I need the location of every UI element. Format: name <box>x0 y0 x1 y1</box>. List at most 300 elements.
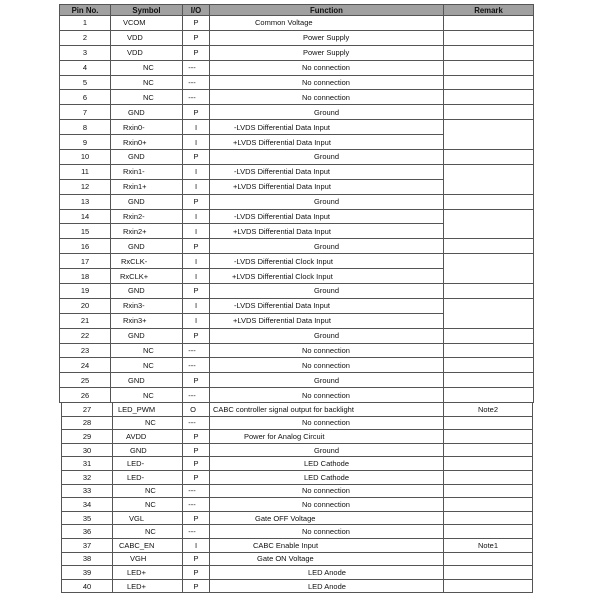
io-cell <box>183 164 210 179</box>
remark-cell <box>444 194 534 209</box>
table-row <box>60 254 534 269</box>
function-cell <box>210 150 444 165</box>
function-cell-text: Ground <box>314 152 340 162</box>
function-cell-text: No connection <box>302 346 350 356</box>
io-cell <box>183 328 210 343</box>
io-cell <box>183 566 210 580</box>
pin-number-cell <box>60 239 111 254</box>
function-cell-text: No connection <box>302 499 350 509</box>
function-cell-text: Power Supply <box>303 48 350 58</box>
function-cell-text: No connection <box>302 360 350 370</box>
symbol-cell <box>113 566 183 580</box>
io-cell <box>183 135 210 150</box>
table-row <box>60 328 534 343</box>
symbol-cell-text: LED_PWM <box>118 404 156 414</box>
io-cell <box>183 254 210 269</box>
symbol-cell-text: NC <box>143 346 154 356</box>
remark-cell <box>444 150 534 165</box>
io-cell <box>183 358 210 373</box>
function-cell <box>210 388 444 403</box>
io-cell <box>183 150 210 165</box>
symbol-cell-text: CABC_EN <box>119 540 155 550</box>
symbol-cell-text: GND <box>128 197 145 207</box>
function-cell <box>210 164 444 179</box>
table-row <box>60 388 534 403</box>
remark-cell <box>444 511 533 525</box>
io-cell <box>183 298 210 313</box>
pin-number-cell <box>60 269 111 284</box>
function-cell <box>210 298 444 313</box>
function-cell <box>210 224 444 239</box>
remark-cell <box>444 457 533 471</box>
table-header-row <box>60 5 534 16</box>
io-cell <box>183 60 210 75</box>
symbol-cell <box>111 269 183 284</box>
io-cell <box>183 552 210 566</box>
symbol-cell-text: GND <box>128 241 145 251</box>
io-cell-text: --- <box>188 499 196 509</box>
pin-number-cell <box>62 552 113 566</box>
pin-number-cell <box>60 209 111 224</box>
symbol-cell-text: LED- <box>127 472 145 482</box>
table-row <box>62 457 533 471</box>
symbol-cell <box>113 443 183 457</box>
symbol-cell <box>113 511 183 525</box>
pin-number-cell <box>62 470 113 484</box>
remark-cell <box>444 343 534 358</box>
pin-number-cell <box>62 498 113 512</box>
table-row <box>60 194 534 209</box>
function-cell <box>210 457 444 471</box>
table-row <box>60 105 534 120</box>
function-cell <box>210 313 444 328</box>
function-cell-text: +LVDS Differential Data Input <box>233 226 331 236</box>
symbol-cell <box>111 239 183 254</box>
pin-number-cell-text: 7 <box>82 107 88 117</box>
io-cell-text: P <box>193 33 199 43</box>
function-cell-text: No connection <box>302 527 350 537</box>
pin-number-cell-text: 24 <box>80 360 90 370</box>
symbol-cell <box>111 358 183 373</box>
io-cell <box>183 313 210 328</box>
remark-cell <box>444 552 533 566</box>
header-io: I/O <box>183 5 210 16</box>
table-row <box>60 60 534 75</box>
symbol-cell-text: VGH <box>130 554 147 564</box>
function-cell-text: Ground <box>314 197 340 207</box>
function-cell <box>210 416 444 430</box>
io-cell-text: P <box>193 554 199 564</box>
symbol-cell <box>111 194 183 209</box>
io-cell-text: P <box>193 513 199 523</box>
symbol-cell-text: NC <box>145 527 156 537</box>
function-cell <box>210 403 444 417</box>
io-cell <box>183 416 210 430</box>
io-cell <box>183 179 210 194</box>
io-cell <box>183 269 210 284</box>
function-cell-text: No connection <box>302 418 350 428</box>
table-row <box>62 566 533 580</box>
header-function: Function <box>210 5 444 16</box>
io-cell <box>183 16 210 31</box>
table-row <box>60 209 534 224</box>
symbol-cell-text: VDD <box>127 33 143 43</box>
symbol-cell <box>111 209 183 224</box>
symbol-cell-text: Rxin1+ <box>123 182 147 192</box>
table-row <box>60 343 534 358</box>
io-cell-text: I <box>194 301 198 311</box>
function-cell <box>210 430 444 444</box>
symbol-cell <box>113 484 183 498</box>
function-cell-text: No connection <box>302 390 350 400</box>
function-cell <box>210 90 444 105</box>
function-cell-text: +LVDS Differential Clock Input <box>232 271 333 281</box>
symbol-cell <box>113 538 183 552</box>
function-cell-text: LED Cathode <box>304 459 350 469</box>
symbol-cell <box>113 403 183 417</box>
io-cell-text: I <box>194 137 198 147</box>
pin-number-cell-text: 16 <box>80 241 90 251</box>
io-cell-text: P <box>193 18 199 28</box>
symbol-cell-text: GND <box>130 445 147 455</box>
io-cell <box>183 525 210 539</box>
pin-number-cell <box>60 135 111 150</box>
function-cell-text: Power for Analog Circuit <box>244 431 325 441</box>
function-cell-text: -LVDS Differential Data Input <box>234 122 331 132</box>
io-cell <box>183 224 210 239</box>
io-cell <box>183 209 210 224</box>
function-cell <box>210 16 444 31</box>
symbol-cell-text: Rxin3- <box>123 301 145 311</box>
io-cell-text: --- <box>188 63 196 73</box>
table-row <box>62 538 533 552</box>
table-row <box>60 284 534 299</box>
pin-number-cell-text: 30 <box>82 445 92 455</box>
pin-number-cell-text: 34 <box>82 499 92 509</box>
symbol-cell <box>113 416 183 430</box>
pin-number-cell <box>62 416 113 430</box>
remark-cell <box>444 209 534 239</box>
function-cell-text: LED Anode <box>308 567 346 577</box>
io-cell-text: --- <box>188 360 196 370</box>
symbol-cell-text: LED+ <box>127 581 146 591</box>
symbol-cell-text: NC <box>145 418 156 428</box>
function-cell-text: +LVDS Differential Data Input <box>233 316 331 326</box>
remark-cell <box>444 328 534 343</box>
remark-cell <box>444 284 534 299</box>
pin-table-part-2 <box>61 402 533 593</box>
io-cell <box>183 430 210 444</box>
io-cell <box>183 30 210 45</box>
table-row <box>60 45 534 60</box>
pin-number-cell <box>60 343 111 358</box>
symbol-cell-text: NC <box>143 78 154 87</box>
pin-number-cell <box>60 254 111 269</box>
io-cell <box>183 90 210 105</box>
function-cell-text: +LVDS Differential Data Input <box>233 182 331 192</box>
pin-number-cell-text: 31 <box>82 459 92 469</box>
function-cell <box>210 45 444 60</box>
function-cell <box>210 209 444 224</box>
io-cell <box>183 470 210 484</box>
symbol-cell-text: NC <box>145 499 156 509</box>
io-cell <box>183 373 210 388</box>
io-cell-text: --- <box>188 78 196 87</box>
symbol-cell <box>113 457 183 471</box>
pin-number-cell <box>62 525 113 539</box>
io-cell-text: I <box>194 212 198 222</box>
symbol-cell-text: NC <box>143 92 154 102</box>
function-cell-text: Common Voltage <box>255 18 313 28</box>
pin-number-cell-text: 1 <box>82 18 88 28</box>
io-cell-text: P <box>193 48 199 58</box>
io-cell-text: I <box>194 256 198 266</box>
io-cell <box>183 194 210 209</box>
symbol-cell <box>113 430 183 444</box>
symbol-cell <box>111 45 183 60</box>
table-row <box>60 298 534 313</box>
remark-cell <box>444 484 533 498</box>
symbol-cell <box>111 135 183 150</box>
function-cell <box>210 284 444 299</box>
pin-number-cell-text: 37 <box>82 540 92 550</box>
io-cell <box>183 75 210 90</box>
io-cell <box>183 120 210 135</box>
pin-number-cell <box>62 579 113 593</box>
symbol-cell-text: NC <box>143 390 154 400</box>
table-row <box>62 511 533 525</box>
table-row <box>60 30 534 45</box>
function-cell-text: -LVDS Differential Data Input <box>234 301 331 311</box>
function-cell-text: CABC Enable Input <box>253 540 319 550</box>
remark-cell <box>444 90 534 105</box>
io-cell-text: P <box>193 241 199 251</box>
pin-number-cell-text: 20 <box>80 301 90 311</box>
symbol-cell-text: Rxin1- <box>123 167 145 177</box>
remark-cell <box>444 60 534 75</box>
function-cell-text: -LVDS Differential Clock Input <box>234 256 333 266</box>
symbol-cell <box>111 254 183 269</box>
table-row <box>62 470 533 484</box>
function-cell-text: No connection <box>302 78 350 87</box>
header-pin-no: Pin No. <box>60 5 111 16</box>
symbol-cell <box>111 224 183 239</box>
symbol-cell-text: VGL <box>129 513 145 523</box>
pin-number-cell-text: 19 <box>80 286 90 296</box>
io-cell-text: --- <box>188 92 196 102</box>
table-row <box>60 373 534 388</box>
pin-number-cell-text: 26 <box>80 390 90 400</box>
pin-number-cell-text: 40 <box>82 581 92 591</box>
pin-number-cell-text: 22 <box>80 331 90 341</box>
symbol-cell-text: Rxin2- <box>123 212 145 222</box>
io-cell <box>183 45 210 60</box>
pin-table-part-1 <box>59 4 534 403</box>
pin-number-cell <box>60 284 111 299</box>
pin-number-cell <box>62 430 113 444</box>
pin-number-cell-text: 28 <box>82 418 92 428</box>
table-row <box>60 75 534 90</box>
io-cell-text: P <box>193 331 199 341</box>
io-cell <box>183 511 210 525</box>
symbol-cell <box>111 298 183 313</box>
remark-cell <box>444 75 534 90</box>
io-cell <box>183 105 210 120</box>
io-cell-text: P <box>193 197 199 207</box>
symbol-cell <box>113 579 183 593</box>
function-cell-text: CABC controller signal output for backlight <box>213 404 354 414</box>
remark-cell <box>444 430 533 444</box>
function-cell <box>210 30 444 45</box>
function-cell <box>210 60 444 75</box>
remark-cell <box>444 30 534 45</box>
symbol-cell-text: GND <box>128 331 145 341</box>
io-cell <box>183 498 210 512</box>
function-cell <box>210 105 444 120</box>
io-cell-text: P <box>193 581 199 591</box>
symbol-cell-text: Rxin2+ <box>123 226 147 236</box>
io-cell-text: I <box>194 316 198 326</box>
table-row <box>60 16 534 31</box>
io-cell-text: I <box>194 226 198 236</box>
io-cell-text: --- <box>188 527 196 537</box>
pin-number-cell <box>60 120 111 135</box>
pin-number-cell <box>62 511 113 525</box>
io-cell-text: I <box>194 540 198 550</box>
pin-number-cell-text: 13 <box>80 197 90 207</box>
pin-number-cell-text: 33 <box>82 486 92 496</box>
symbol-cell-text: GND <box>128 152 145 162</box>
table-row <box>62 430 533 444</box>
function-cell <box>210 269 444 284</box>
function-cell-text: Ground <box>314 375 340 385</box>
pin-number-cell <box>60 16 111 31</box>
header-remark: Remark <box>444 5 534 16</box>
io-cell-text: P <box>193 107 199 117</box>
function-cell <box>210 566 444 580</box>
pin-number-cell <box>60 45 111 60</box>
function-cell-text: Ground <box>314 286 340 296</box>
pin-number-cell-text: 35 <box>82 513 92 523</box>
pin-number-cell <box>62 538 113 552</box>
io-cell <box>183 457 210 471</box>
pin-number-cell-text: 2 <box>82 33 88 43</box>
table-row <box>62 498 533 512</box>
pin-number-cell-text: 5 <box>82 78 88 87</box>
symbol-cell-text: NC <box>143 360 154 370</box>
function-cell <box>210 343 444 358</box>
io-cell-text: P <box>193 445 199 455</box>
io-cell-text: P <box>193 375 199 385</box>
pin-number-cell-text: 11 <box>81 167 89 177</box>
function-cell <box>210 552 444 566</box>
symbol-cell <box>113 552 183 566</box>
pin-number-cell <box>60 30 111 45</box>
io-cell <box>183 538 210 552</box>
table-row <box>60 358 534 373</box>
pin-number-cell-text: 17 <box>80 256 90 266</box>
pin-number-cell <box>62 457 113 471</box>
symbol-cell <box>111 150 183 165</box>
pin-number-cell-text: 25 <box>80 375 90 385</box>
symbol-cell-text: LED+ <box>127 567 146 577</box>
function-cell-text: Ground <box>314 331 340 341</box>
table-row <box>60 150 534 165</box>
io-cell-text: O <box>190 404 196 414</box>
io-cell <box>183 284 210 299</box>
function-cell-text: -LVDS Differential Data Input <box>234 212 331 222</box>
pin-number-cell <box>60 105 111 120</box>
pin-number-cell <box>60 164 111 179</box>
pin-number-cell <box>60 313 111 328</box>
function-cell-text: No connection <box>302 63 350 73</box>
table-row <box>62 525 533 539</box>
pin-number-cell-text: 3 <box>82 48 88 58</box>
symbol-cell-text: RxCLK- <box>121 256 148 266</box>
io-cell-text: I <box>194 182 198 192</box>
io-cell-text: P <box>193 152 199 162</box>
function-cell-text: Ground <box>314 107 340 117</box>
remark-cell <box>444 498 533 512</box>
function-cell <box>210 239 444 254</box>
symbol-cell <box>111 105 183 120</box>
io-cell-text: I <box>194 167 198 177</box>
function-cell-text: -LVDS Differential Data Input <box>234 167 331 177</box>
remark-cell <box>444 470 533 484</box>
remark-cell-text: Note1 <box>477 540 498 550</box>
pin-number-cell <box>60 328 111 343</box>
function-cell-text: Gate ON Voltage <box>257 554 314 564</box>
remark-cell <box>444 45 534 60</box>
table-row <box>62 416 533 430</box>
remark-cell <box>444 388 534 403</box>
remark-cell <box>444 164 534 194</box>
function-cell <box>210 525 444 539</box>
remark-cell <box>444 525 533 539</box>
io-cell-text: I <box>194 122 198 132</box>
symbol-cell-text: NC <box>143 63 154 73</box>
symbol-cell-text: GND <box>128 375 145 385</box>
symbol-cell <box>111 388 183 403</box>
function-cell <box>210 120 444 135</box>
io-cell-text: P <box>193 431 199 441</box>
symbol-cell-text: GND <box>128 107 145 117</box>
header-symbol: Symbol <box>111 5 183 16</box>
pin-number-cell-text: 10 <box>80 152 90 162</box>
remark-cell <box>444 566 533 580</box>
remark-cell <box>444 443 533 457</box>
function-cell <box>210 373 444 388</box>
pin-number-cell-text: 27 <box>82 404 92 414</box>
symbol-cell-text: RxCLK+ <box>120 271 149 281</box>
function-cell <box>210 135 444 150</box>
table-row <box>62 579 533 593</box>
remark-cell <box>444 416 533 430</box>
remark-cell <box>444 373 534 388</box>
io-cell <box>183 388 210 403</box>
symbol-cell <box>111 284 183 299</box>
pin-number-cell-text: 4 <box>82 63 88 73</box>
symbol-cell <box>111 120 183 135</box>
remark-cell-text: Note2 <box>477 404 498 414</box>
io-cell-text: --- <box>188 418 196 428</box>
pin-number-cell <box>62 403 113 417</box>
function-cell-text: No connection <box>302 92 350 102</box>
function-cell <box>210 194 444 209</box>
pin-number-cell-text: 6 <box>82 92 88 102</box>
symbol-cell-text: Rxin0+ <box>123 137 147 147</box>
function-cell-text: Power Supply <box>303 33 350 43</box>
